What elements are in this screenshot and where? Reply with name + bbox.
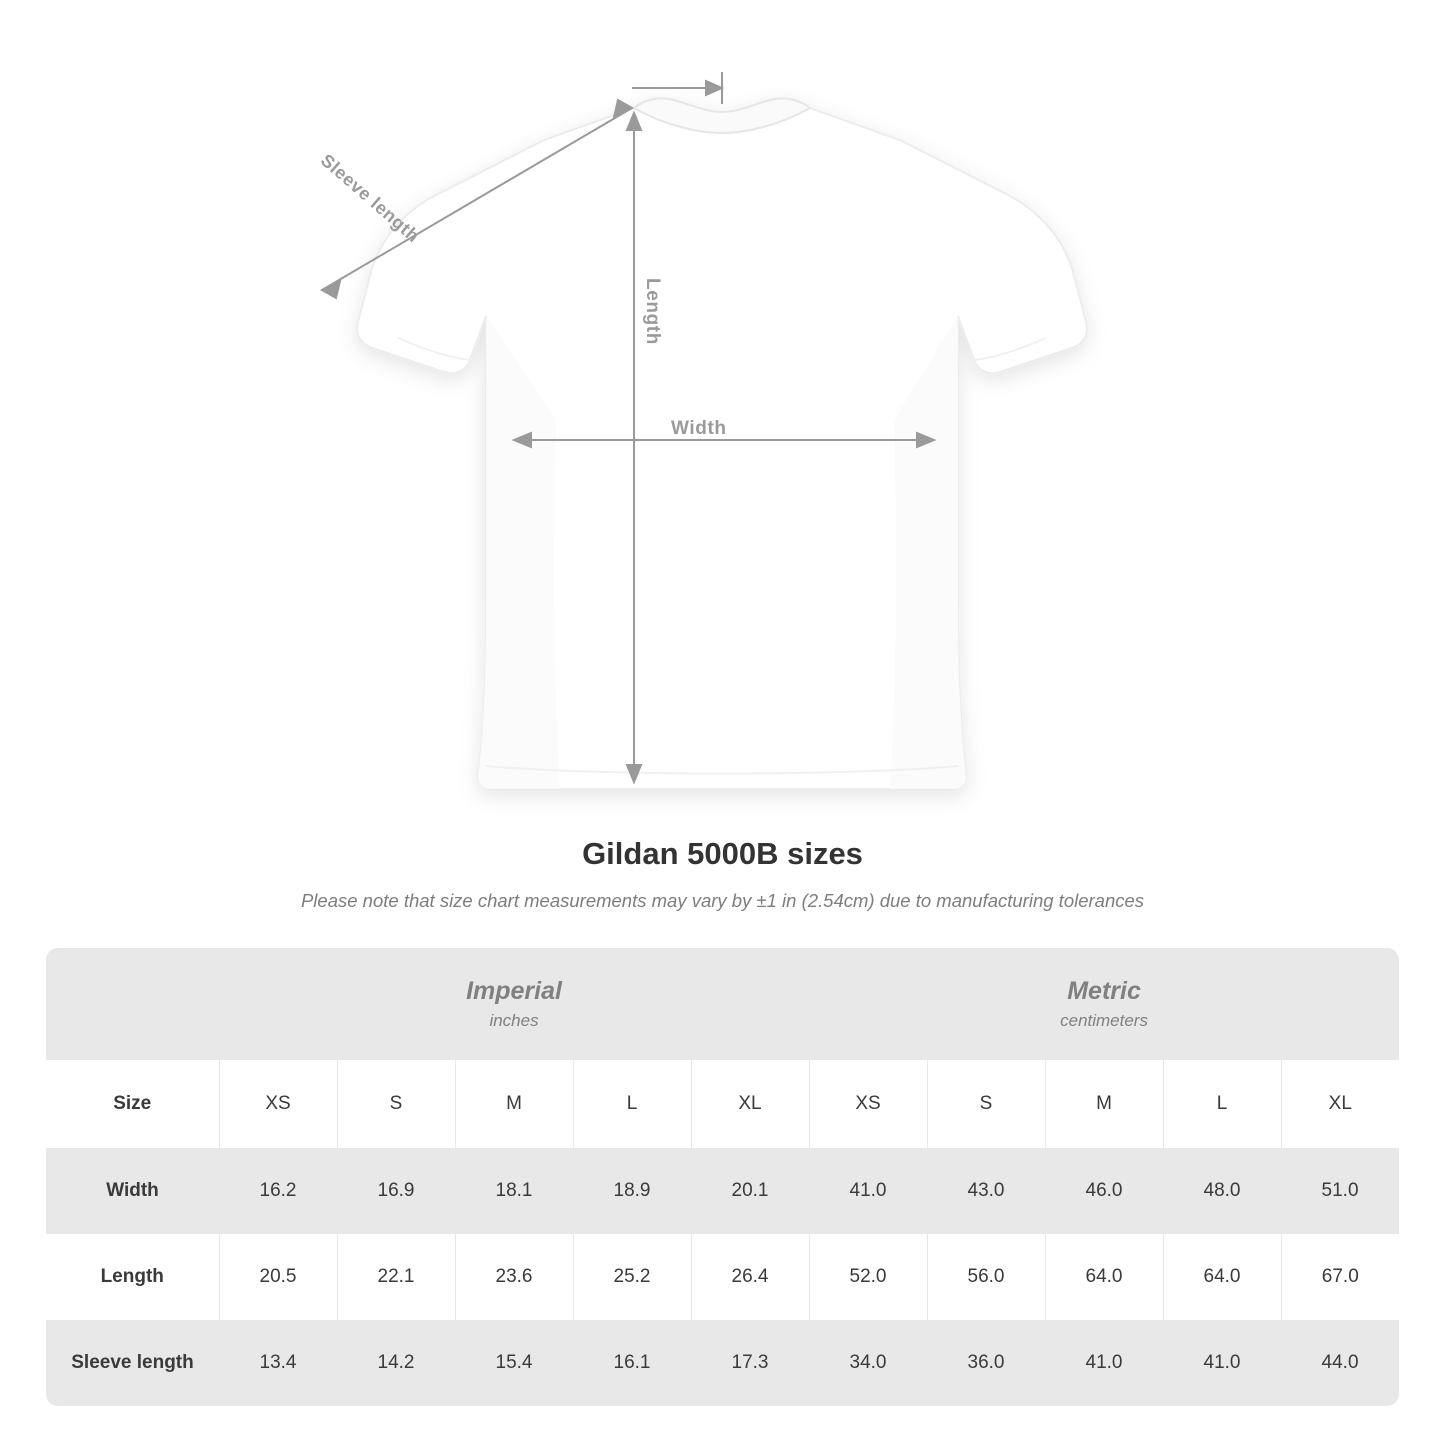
cell-width-imperial-xs: 16.2 bbox=[219, 1148, 337, 1234]
cell-sleeve-imperial-l: 16.1 bbox=[573, 1320, 691, 1406]
cell-sleeve-metric-m: 41.0 bbox=[1045, 1320, 1163, 1406]
row-label-length: Length bbox=[46, 1234, 219, 1320]
cell-length-metric-m: 64.0 bbox=[1045, 1234, 1163, 1320]
cell-width-metric-s: 43.0 bbox=[927, 1148, 1045, 1234]
table-row bbox=[46, 1234, 1399, 1320]
col-header-imperial-m: M bbox=[455, 1060, 573, 1148]
cell-sleeve-imperial-xs: 13.4 bbox=[219, 1320, 337, 1406]
col-header-imperial-s: S bbox=[337, 1060, 455, 1148]
cell-length-imperial-s: 22.1 bbox=[337, 1234, 455, 1320]
width-label: Width bbox=[671, 418, 727, 439]
unit-header-spacer bbox=[46, 948, 219, 1060]
col-header-imperial-xs: XS bbox=[219, 1060, 337, 1148]
cell-length-imperial-l: 25.2 bbox=[573, 1234, 691, 1320]
tolerance-note: Please note that size chart measurements may vary by ±1 in (2.54cm) due to manufacturing tolerances bbox=[300, 890, 1145, 911]
col-header-metric-m: M bbox=[1045, 1060, 1163, 1148]
size-table bbox=[46, 948, 1399, 1406]
col-header-metric-s: S bbox=[927, 1060, 1045, 1148]
metric-system-label: Metric bbox=[1067, 976, 1141, 1005]
row-label-width: Width bbox=[46, 1148, 219, 1234]
cell-sleeve-imperial-s: 14.2 bbox=[337, 1320, 455, 1406]
cell-width-imperial-xl: 20.1 bbox=[691, 1148, 809, 1234]
col-header-metric-l: L bbox=[1163, 1060, 1281, 1148]
size-header-cell: Size bbox=[46, 1060, 219, 1148]
cell-sleeve-metric-xs: 34.0 bbox=[809, 1320, 927, 1406]
cell-sleeve-imperial-xl: 17.3 bbox=[691, 1320, 809, 1406]
page-title: Gildan 5000B sizes bbox=[582, 836, 863, 871]
cell-width-imperial-s: 16.9 bbox=[337, 1148, 455, 1234]
table-row bbox=[46, 1148, 1399, 1234]
cell-width-imperial-m: 18.1 bbox=[455, 1148, 573, 1234]
table-row bbox=[46, 1320, 1399, 1406]
cell-length-metric-xl: 67.0 bbox=[1281, 1234, 1399, 1320]
cell-sleeve-metric-l: 41.0 bbox=[1163, 1320, 1281, 1406]
title-block bbox=[0, 836, 1445, 912]
cell-length-imperial-xl: 26.4 bbox=[691, 1234, 809, 1320]
imperial-group-header bbox=[219, 948, 809, 1060]
cell-length-imperial-xs: 20.5 bbox=[219, 1234, 337, 1320]
cell-sleeve-metric-s: 36.0 bbox=[927, 1320, 1045, 1406]
cell-width-imperial-l: 18.9 bbox=[573, 1148, 691, 1234]
cell-width-metric-m: 46.0 bbox=[1045, 1148, 1163, 1234]
sleeve-length-label: Sleeve length bbox=[316, 150, 424, 247]
metric-group-header bbox=[809, 948, 1399, 1060]
cell-length-metric-s: 56.0 bbox=[927, 1234, 1045, 1320]
cell-length-imperial-m: 23.6 bbox=[455, 1234, 573, 1320]
col-header-imperial-xl: XL bbox=[691, 1060, 809, 1148]
cell-length-metric-l: 64.0 bbox=[1163, 1234, 1281, 1320]
cell-width-metric-l: 48.0 bbox=[1163, 1148, 1281, 1234]
size-table-wrapper bbox=[46, 948, 1399, 1406]
cell-sleeve-metric-xl: 44.0 bbox=[1281, 1320, 1399, 1406]
imperial-unit-label: inches bbox=[489, 1011, 539, 1031]
col-header-metric-xs: XS bbox=[809, 1060, 927, 1148]
cell-width-metric-xl: 51.0 bbox=[1281, 1148, 1399, 1234]
row-label-sleeve-length: Sleeve length bbox=[46, 1320, 219, 1406]
col-header-metric-xl: XL bbox=[1281, 1060, 1399, 1148]
cell-sleeve-imperial-m: 15.4 bbox=[455, 1320, 573, 1406]
size-header-row bbox=[46, 1060, 1399, 1148]
col-header-imperial-l: L bbox=[573, 1060, 691, 1148]
imperial-system-label: Imperial bbox=[466, 976, 562, 1005]
length-label: Length bbox=[642, 278, 663, 345]
metric-unit-label: centimeters bbox=[1060, 1011, 1148, 1031]
cell-length-metric-xs: 52.0 bbox=[809, 1234, 927, 1320]
unit-header-row bbox=[46, 948, 1399, 1060]
cell-width-metric-xs: 41.0 bbox=[809, 1148, 927, 1234]
tshirt-body bbox=[357, 98, 1087, 789]
